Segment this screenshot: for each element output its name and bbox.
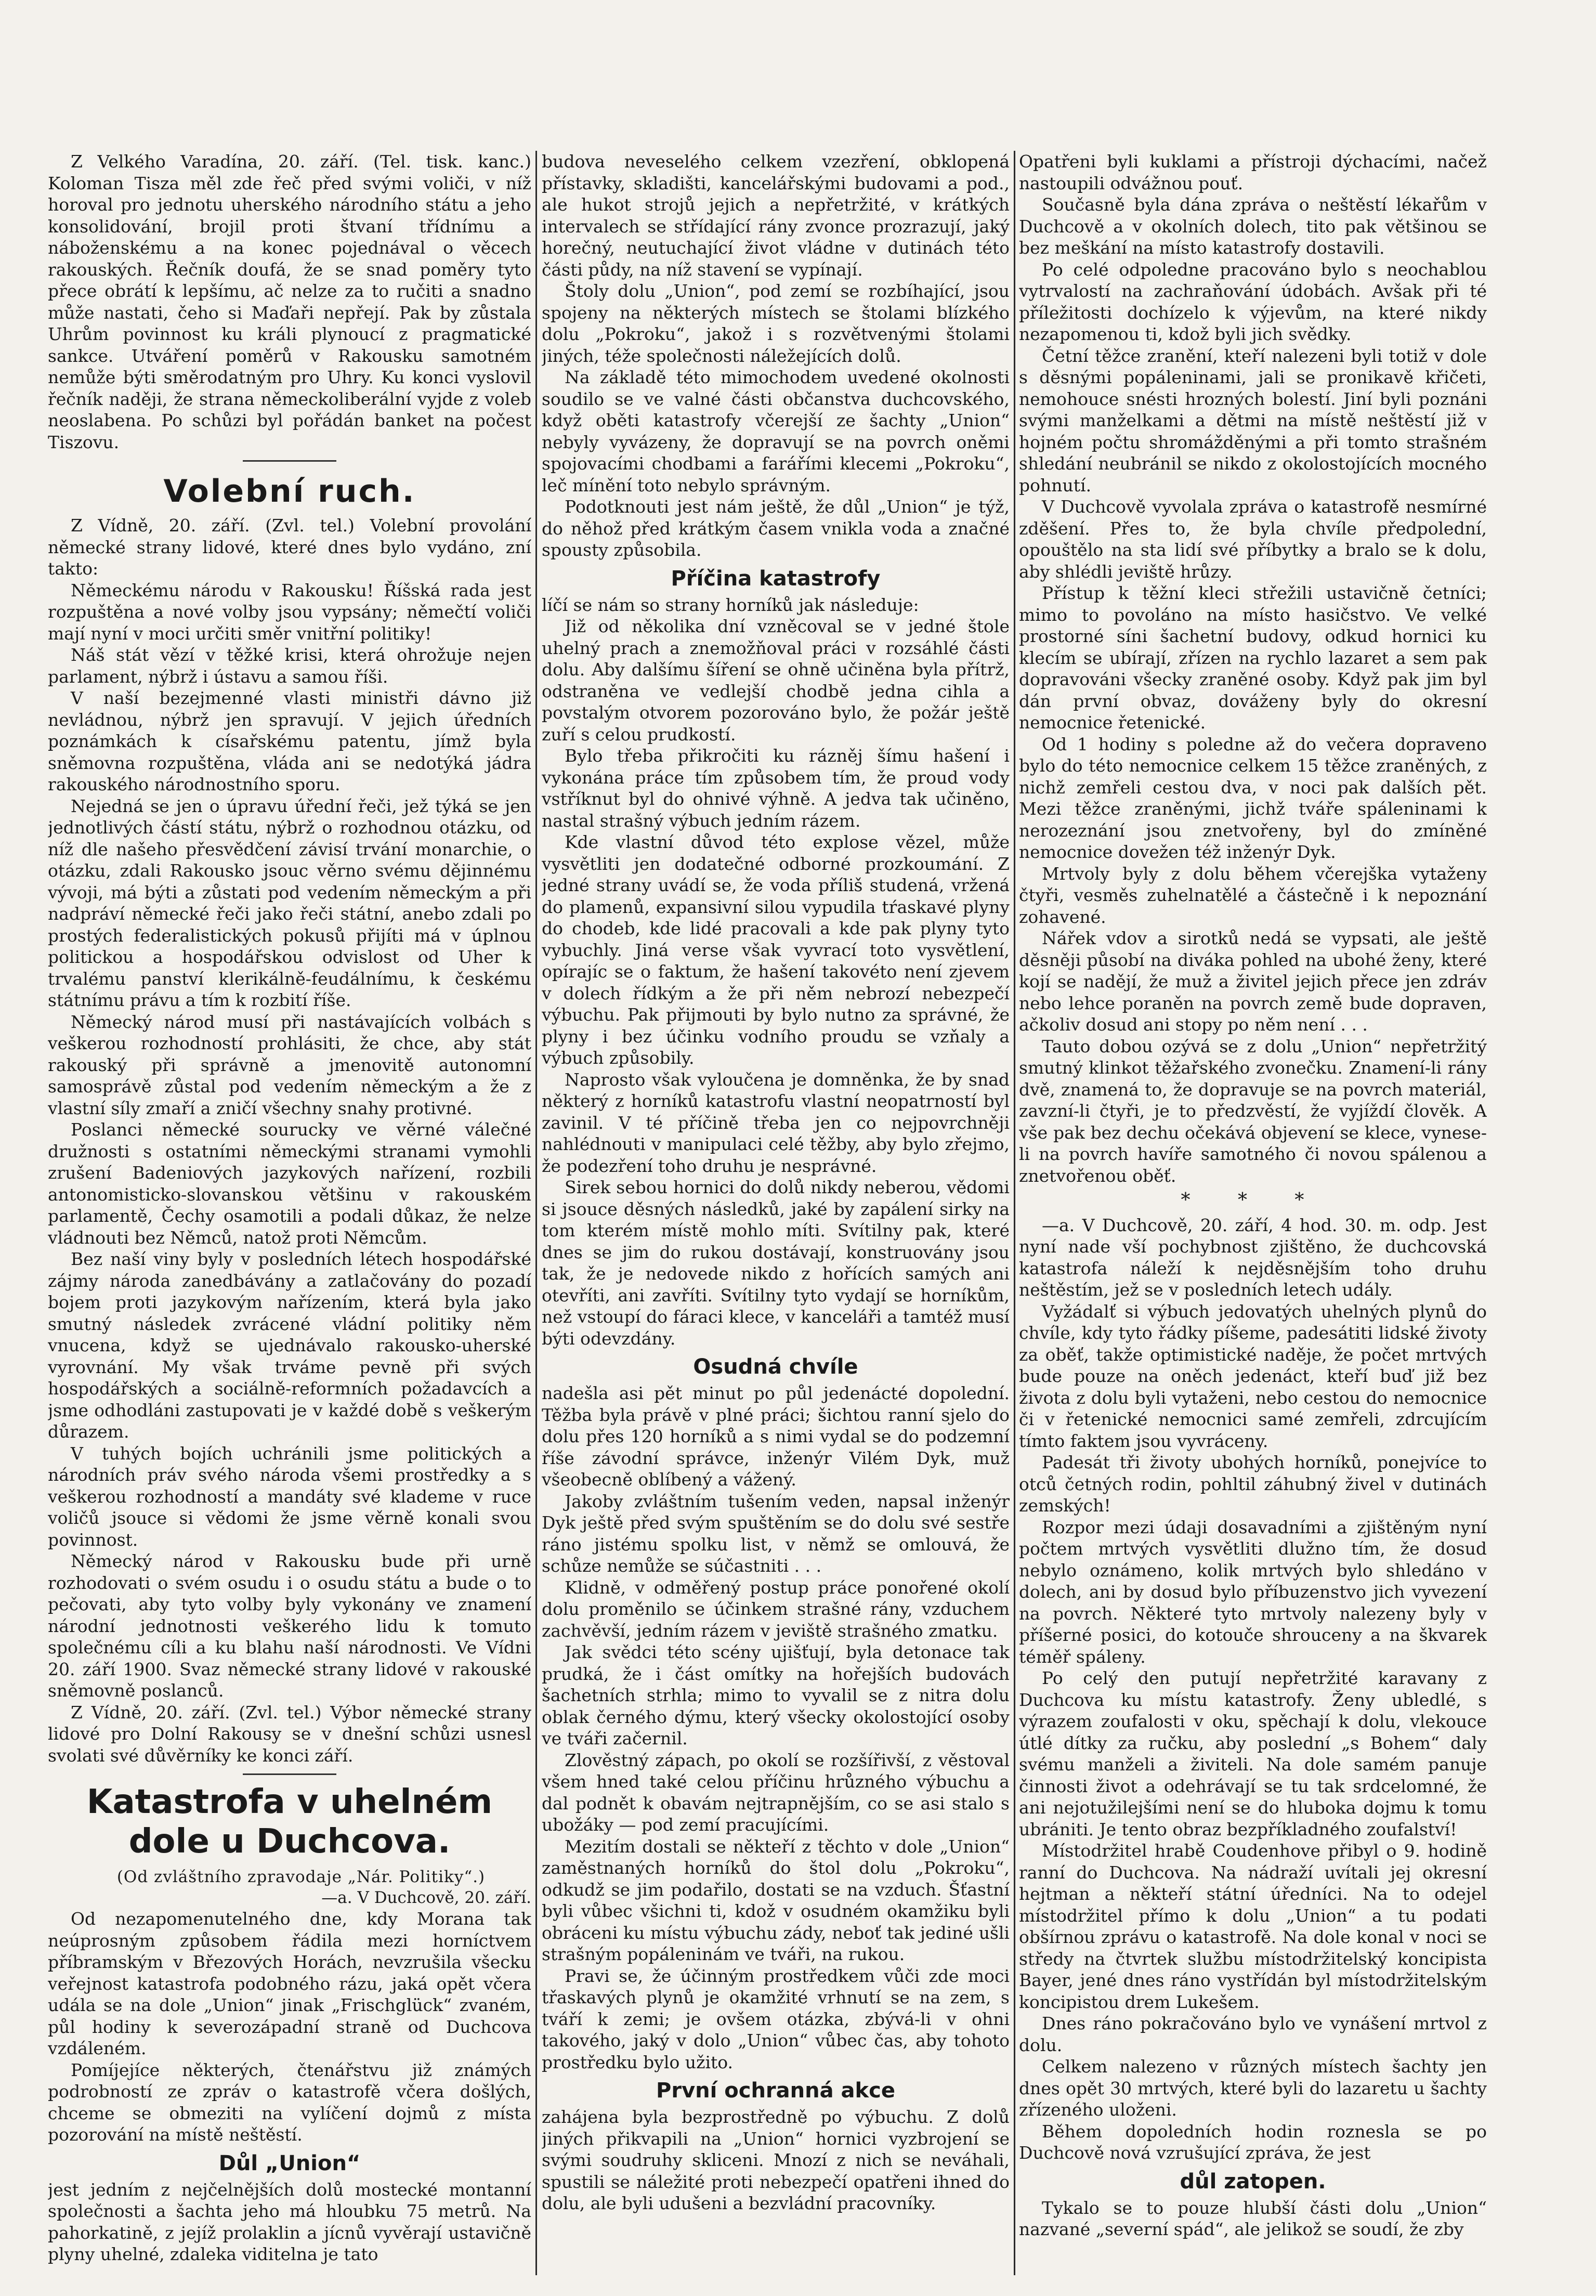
paragraph: V tuhých bojích uchránili jsme politických a národních práv svého národa všemi prostředky a s veškerou rozhodností a mandáty své klademe v ruce voličů jsouce si vědomi že jsme věrně konali svou povinnost. <box>48 1443 531 1550</box>
paragraph: Od nezapomenutelného dne, kdy Morana tak neúprosným způsobem řádila mezi horníctvem příbramským v Březových Horách, nevzrušila všecku veřejnost katastrofa podobného rázu, jaká opět včera udála se na dole „Union“ jinak „Frischglück“ zvaném, půl hodiny k severozápadní straně od Duchcova vzdáleném. <box>48 1909 531 2058</box>
paragraph: Zlověstný zápach, po okolí se rozšířivší, z věstoval všem hned také celou příčinu hrůzného výbuchu a dal podnět k obavám nejtrapnějším, co se asi stalo s ubožáky — pod zemí pracujícími. <box>542 1750 1010 1835</box>
paragraph: Tykalo se to pouze hlubší části dolu „Union“ nazvané „severní spád“, ale jelikož se soudí, že zby <box>1019 2197 1487 2239</box>
subheading-osudna-chvile: Osudná chvíle <box>693 1355 858 1379</box>
paragraph: —a. V Duchcově, 20. září, 4 hod. 30. m. odp. Jest nyní nade vší pochybnost zjištěno, že duchcovská katastrofa náleží k nejděsnějším toho druhu neštěstím, jež se v posledních letech udály. <box>1019 1215 1487 1300</box>
subheading-prvni-akce: První ochranná akce <box>656 2079 895 2103</box>
byline: (Od zvláštního zpravodaje „Nár. Politiky“.) <box>116 1868 486 1886</box>
paragraph: Dnes ráno pokračováno bylo ve vynášení mrtvol z dolu. <box>1019 2013 1487 2055</box>
paragraph: Pravi se, že účinným prostředkem vůči zde moci třaskavých plynů je okamžité vrhnutí se na zem, s tváří k zemi; je ovšem otázka, zbývá-li v ohni takového, jaký v dolo „Union“ vůbec čas, aby tohoto prostředku bylo užito. <box>542 1965 1010 2072</box>
paragraph: Sirek sebou hornici do dolů nikdy neberou, vědomi si jsouce děsných následků, jaké by zapálení sirky na tom kterém místě mohlo míti. Svítilny pak, které dnes se jim do rukou dostávají, konstruovány jsou tak, že je nedovede nikdo z hořících samých ani otevříti, ani zavříti. Svítilny tyto vydají se horníkům, než vstoupí do fáraci klece, v kanceláři a tamtéž musí býti odevzdány. <box>542 1177 1010 1349</box>
paragraph: Naprosto však vyloučena je domněnka, že by snad některý z horníků katastrofu vlastní neopatrností byl zavinil. V té příčině třeba jen co nejpovrchněji nahlédnouti v manipulaci celé těžby, aby bylo zřejmo, že podezření toho druhu je nesprávné. <box>542 1069 1010 1176</box>
paragraph: Opatřeni byli kuklami a přístroji dýchacími, načež nastoupili odvážnou pouť. <box>1019 151 1487 193</box>
column-3 <box>1019 151 1487 2275</box>
headline-katastrofa: Katastrofa v uhelném dole u Duchcova. <box>86 1783 493 1861</box>
paragraph: Padesát tři životy ubohých horníků, ponejvíce to otců četných rodin, pohltil záhubný živel v dutinách zemských! <box>1019 1452 1487 1516</box>
paragraph: líčí se nám so strany horníků jak následuje: <box>542 594 919 615</box>
paragraph: Nářek vdov a sirotků nedá se vypsati, ale ještě děsněji působí na diváka pohled na ubohé ženy, které kojí se nadějí, že muž a živitel jejich přece jen zdráv nebo lehce poraněn na povrch země bude dopraven, ačkoliv dosud ani stopy po něm není . . . <box>1019 928 1487 1035</box>
paragraph: Náš stát vězí v těžké krisi, která ohrožuje nejen parlament, nýbrž i ústavu a samou říši. <box>48 645 531 687</box>
separator <box>243 460 336 462</box>
paragraph: jest jedním z nejčelnějších dolů mostecké montanní společnosti a šachta jeho má hloubku 75 metrů. Na pahorkatině, z jejíž prolaklin a jícnů vyvěrají ustavičně plyny uhelné, zdaleka viditelna je tato <box>48 2179 531 2264</box>
paragraph: Od 1 hodiny s poledne až do večera dopraveno bylo do této nemocnice celkem 15 těžce zraněných, z nichž zemřeli cestou dva, v noci pak dalších pět. Mezi těžce zraněnými, jichž tváře spáleninami k nerozeznání jsou znetvořeny, byl do zmíněné nemocnice dovežen též inženýr Dyk. <box>1019 734 1487 862</box>
paragraph: Klidně, v odměřený postup práce ponořené okolí dolu proměnilo se účinkem strašné rány, vzduchem zachvěvší, jedním rázem v jeviště strašného zmatku. <box>542 1577 1010 1641</box>
paragraph: Jak svědci této scény ujišťují, byla detonace tak prudká, že i část omítky na hořejších budovách šachetních strhla; mimo to vyvalil se z nitra dolu oblak černého dýmu, který všecky okolostojící osoby ve tváři začernil. <box>542 1642 1010 1749</box>
paragraph: Mezitím dostali se někteří z těchto v dole „Union“ zaměstnaných horníků do štol dolu „Pokroku“, odkudž se jim podařilo, dostati se na vzduch. Šťastní byli vůbec všichni ti, kdož v osudném okamžiku byli obráceni ku místu výbuchu zády, neboť tak jediné ušli strašným popáleninám ve tváři, na rukou. <box>542 1836 1010 1964</box>
paragraph: nadešla asi pět minut po půl jedenácté dopolední. Těžba byla právě v plné práci; šichtou ranní sjelo do dolu přes 120 horníků a s nimi vydal se do podzemní říše závodní správce, inženýr Vilém Dyk, muž všeobecně oblíbený a vážený. <box>542 1383 1010 1490</box>
paragraph: Z Vídně, 20. září. (Zvl. tel.) Volební provolání německé strany lidové, které dnes bylo vydáno, zní takto: <box>48 515 531 579</box>
paragraph: zahájena byla bezprostředně po výbuchu. Z dolů jiných přikvapili na „Union“ hornici vyzbrojení se svými soudruhy skliceni. Mnozí z nich se neváhali, spustili se náležité proti nebezpečí opatřeni ihned do dolu, ale byli udušeni a bezvládní pracovníky. <box>542 2107 1010 2213</box>
paragraph: Podotknouti jest nám ještě, že důl „Union“ je týž, do něhož před krátkým časem vnikla voda a značné spousty způsobila. <box>542 497 1010 560</box>
paragraph: Německý národ musí při nastávajících volbách s veškerou rozhodností prohlásiti, že chce, aby stát rakouský při správně a jmenovitě autonomní samosprávě zůstal pod vedením německým a že z vlastní síly zmaří a zničí všechny snahy protivné. <box>48 1011 531 1118</box>
paragraph: Místodržitel hrabě Coudenhove přibyl o 9. hodině ranní do Duchcova. Na nádraží uvítali jej okresní hejtman a někteří státní úředníci. Na to odejel místodržitel přímo k dolu „Union“ a tu podati obšírnou zprávu o katastrofě. Na dole konal v noci se středy na čtvrtek službu místodržitelský koncipista Bayer, jené dnes ráno vystřídán byl místodržitelským koncipistou drem Lukešem. <box>1019 1841 1487 2012</box>
paragraph: Poslanci německé sourucky ve věrné válečné družnosti s ostatními německými stranami vymohli zrušení Badeniových jazykových nařízení, rozbili antonomisticko-slovanskou většinu v rakouském parlamentě, Čechy osamotili a podali důkaz, že nelze vládnouti bez Němců, natož proti Němcům. <box>48 1119 531 1248</box>
paragraph: Kde vlastní důvod této explose vězel, může vysvětliti jen dodatečné odborné prozkoumání. Z jedné strany uvádí se, že voda příliš studená, vržená do plamenů, expansivní silou vypudila tŕaskavé plyny do chodeb, kde lidé pracovali a kde pak plyny tyto vybuchly. Jiná verse však vyvrací toto vysvětlení, opírajíc se o faktum, že hašení takovéto není zjevem v dolech řídkým a že při něm nebrozí nebezpečí výbuchu. Pak přijmouti by bylo nutno za správné, že plyny i bez účinku vodního proudu se vzňaly a výbuch způsobily. <box>542 832 1010 1068</box>
column-rule-right <box>1014 151 1015 2275</box>
paragraph: Pomíjejíce některých, čtenářstvu již známých podrobností ze zpráv o katastrofě včera došlých, chceme se obmeziti na vylíčení dojmů z místa pozorování na místě neštěstí. <box>48 2059 531 2145</box>
column-2 <box>542 151 1010 2275</box>
paragraph: Již od několika dní vzněcoval se v jedné štole uhelný prach a znemožňoval práci v rozsáhlé části dolu. Aby dalšímu šíření se ohně učiněna byla přítrž, odstraněna ve vedlejší chodbě jedna cihla a povstalým otvorem pozorováno bylo, že požár ještě zuří s celou prudkostí. <box>542 616 1010 745</box>
paragraph: Během dopoledních hodin roznesla se po Duchcově nová vzrušující zpráva, že jest <box>1019 2121 1487 2163</box>
paragraph: Z Vídně, 20. září. (Zvl. tel.) Výbor německé strany lidové pro Dolní Rakousy se v dnešní schůzi usnesl svolati své důvěrníky ke konci září. <box>48 1702 531 1766</box>
paragraph: Tauto dobou ozývá se z dolu „Union“ nepřetržitý smutný klinkot těžařského zvonečku. Znamení-li rány dvě, znamená to, že dopravuje se na povrch materiál, zavzní-li čtyři, je to předzvěstí, že vyjíždí člověk. A vše pak bez dechu očekává objevení se klece, vynese-li na povrch havíře samotného či novou spálenou a znetvořenou oběť. <box>1019 1036 1487 1186</box>
paragraph: Celkem nalezeno v různých místech šachty jen dnes opět 30 mrtvých, které byli do lazaretu u šachty zřízeného uloženi. <box>1019 2056 1487 2120</box>
separator <box>243 1773 336 1775</box>
paragraph: Po celý den putují nepřetržité karavany z Duchcova ku místu katastrofy. Ženy ubledlé, s výrazem zoufalosti v oku, spěchají k dolu, vlekouce útlé dítky za ručku, aby poslední „s Bohem“ daly svému manželi a živiteli. Na dole samém panuje činnosti život a odehrávají se tu tak srdcelomné, že ani nejotužilejšími není se do hluboka dojmu k tomu ubrániti. Je tento obraz bezpříkladného zoufalství! <box>1019 1668 1487 1840</box>
paragraph: Německému národu v Rakousku! Říšská rada jest rozpuštěna a nové volby jsou vypsány; němečtí voliči mají nyní v moci určiti směr vnitřní politiky! <box>48 580 531 644</box>
paragraph: Přístup k těžní kleci střežili ustavičně četníci; mimo to povoláno na místo hasičstvo. Ve velké prostorné síni šachetní budovy, odkud hornici ku klecím se ubírají, zřízen na rychlo lazaret a sem pak dopravováni všecky zraněné osoby. Když pak jim byl dán první obvaz, dováženy byly do okresní nemocnice řetenické. <box>1019 583 1487 733</box>
paragraph: Vyžádalť si výbuch jedovatých uhelných plynů do chvíle, kdy tyto řádky píšeme, padesátiti lidské životy za oběť, takže optimistické naděje, že počet mrtvých bude pouze na oněch jedenáct, kteří buď již bez života z dolu byli vytaženi, nebo cestou do nemocnice či v řetenické nemocnici samé zemřeli, zdrcujícím tímto faktem jsou vyvráceny. <box>1019 1301 1487 1451</box>
paragraph: Štoly dolu „Union“, pod zemí se rozbíhající, jsou spojeny na některých místech se štolami blízkého dolu „Pokroku“, jakož i s rozvětvenými štolami jiných, téže společnosti náležejících dolů. <box>542 281 1010 366</box>
subheading-pricina: Příčina katastrofy <box>671 566 881 591</box>
paragraph: Bylo třeba přikročiti ku rázněj šímu hašení i vykonána práce tím způsobem tím, že proud vody vstříknut byl do ohnivé výhně. A jedva tak učiněno, nastal strašný výbuch jedním rázem. <box>542 746 1010 831</box>
paragraph: Nejedná se jen o úpravu úřední řeči, jež týká se jen jednotlivých částí státu, nýbrž o rozhodnou otázku, od níž dle našeho přesvědčení závisí trvání monarchie, o otázku, zdali Rakousko jsouc věrno svému dějinnému vývoji, má býti a zůstati pod vedením německým a při nadpráví německé řeči jako řeči státní, anebo zdali po prostých federalistických pokusů přijíti má v úplnou politickou a hospodářskou odvislost od Uher k trvalému panství klerikálně-feudálnímu, k českému státnímu právu a tím k rozbití říše. <box>48 795 531 1010</box>
paragraph: Po celé odpoledne pracováno bylo s neochablou vytrvalostí na zachraňování údobách. Avšak při té příležitosti dochízelo k výjevům, na které nikdy nezapomenou ti, kdož byli jich svědky. <box>1019 259 1487 344</box>
paragraph: Současně byla dána zpráva o neštěstí lékařům v Duchcově a v okolních dolech, tito pak většinou se bez meškání na místo katastrofy dostavili. <box>1019 194 1487 258</box>
paragraph: budova neveselého celkem vzezření, obklopená přístavky, skladišti, kancelářskými budovami a pod., ale hukot strojů jejich a nepřetržité, v krátkých intervalech se střídající rány zvonce prozrazují, jaký horečný, neutuchající život vládne v dutinách této části půdy, na níž stavení se vypínají. <box>542 151 1010 280</box>
paragraph: Na základě této mimochodem uvedené okolnosti soudilo se ve valné části občanstva duchcovského, když oběti katastrofy včerejší ze šachty „Union“ nebyly vyvázeny, že dopravují se na povrch oněmi spojovacími chodbami a farářími klecemi „Pokroku“, leč mínění toto nebylo správným. <box>542 367 1010 495</box>
section-title-volebni-ruch: Volební ruch. <box>163 473 416 510</box>
paragraph: Bez naší viny byly v posledních létech hospodářské zájmy národa zanedbávány a zatlačovány do pozadí bojem proti jazykovým nařízením, která byla jako smutný následek zvrácené vládní politiky něm vnucena, když se ujednávalo rakousko-uherské vyrovnání. My však trváme pevně při svých hospodářských a sociálně-reformních požadavcích a jsme odhodláni zastupovati je v každé době s veškerým důrazem. <box>48 1249 531 1442</box>
paragraph: Jakoby zvláštním tušením veden, napsal inženýr Dyk ještě před svým spuštěním se do dolu své sestře ráno jistému spolku list, v němž se omlouvá, že schůze nemůže se súčastniti . . . <box>542 1491 1010 1576</box>
asterism: * * * <box>1181 1190 1325 1211</box>
paragraph: Rozpor mezi údaji dosavadními a zjištěným nyní počtem mrtvých vysvětliti dlužno tím, že dosud nebylo oznámeno, kolik mrtvých bylo shledáno v dolech, ani by dosud bylo příbuzenstvo jich vyvezení na povrch. Některé tyto mrtvoly nalezeny byly v příšerné posici, do kotouče shrouceny a na škvarek téměř spáleny. <box>1019 1517 1487 1667</box>
paragraph: Mrtvoly byly z dolu během včerejška vytaženy čtyři, vesměs zuhelnatělé a částečně i k nepoznání zohavené. <box>1019 863 1487 927</box>
subheading-dul-zatopen: důl zatopen. <box>1180 2169 1326 2194</box>
article-tisza-speech: Z Velkého Varadína, 20. září. (Tel. tisk. kanc.) Koloman Tisza měl zde řeč před svými voliči, v níž horoval pro jednotu uherského národního státu a jeho konsolidování, brojil proti štvaní třídnímu a náboženskému a na konec pojednával o věcech rakouských. Řečník doufá, že se snad poměry tyto přece obrátí k lepšímu, ač nelze za to ručiti a snadno může nastati, čeho si Maďaři nepřejí. Pak by zůstala Uhrům povinnost ku králi plynoucí z pragmatické sankce. Utváření poměrů v Rakousku samotném nemůže býti směrodatným pro Uhry. Ku konci vyslovil řečník naději, že strana německoliberální vyjde z voleb neoslabena. Po schůzi byl pořádán banket na počest Tiszovu. <box>48 151 531 452</box>
paragraph: V Duchcově vyvolala zpráva o katastrofě nesmírné zděšení. Přes to, že byla chvíle předpolední, opouštělo na sta lidí své příbytky a bralo se k dolu, aby shlédli jeviště hrůzy. <box>1019 497 1487 582</box>
paragraph: Německý národ v Rakousku bude při urně rozhodovati o svém osudu i o osudu státu a bude o to pečovati, aby tyto volby byly vykonány ve znamení národní jednotnosti veškerého lidu k tomuto společnému cíli a ku blahu naší národnosti. Ve Vídni 20. září 1900. Svaz německé strany lidové v rakouské sněmovně poslanců. <box>48 1551 531 1701</box>
subheading-dul-union: Důl „Union“ <box>218 2151 361 2175</box>
paragraph: Četní těžce zranění, kteří nalezeni byli totiž v dole s děsnými popáleninami, jali se pronikavě křičeti, nemohouce snésti hrozných bolestí. Jiní byli poznáni svými manželkami a dětmi na místě neštěstí již v hojném počtu shromážděnými a při tomto strašném shledání neubránil se nikdo z okolostojících mocného pohnutí. <box>1019 345 1487 495</box>
column-rule-left <box>535 151 537 2275</box>
paragraph: V naší bezejmenné vlasti ministři dávno již nevládnou, nýbrž jen spravují. V jejich úředních poznámkách k císařskému patentu, jímž byla sněmovna rozpuštěna, vláda ani se nedotýká jádra rakouského národnostního sporu. <box>48 688 531 794</box>
dateline: —a. V Duchcově, 20. září. <box>321 1888 531 1907</box>
column-1 <box>48 151 531 2275</box>
